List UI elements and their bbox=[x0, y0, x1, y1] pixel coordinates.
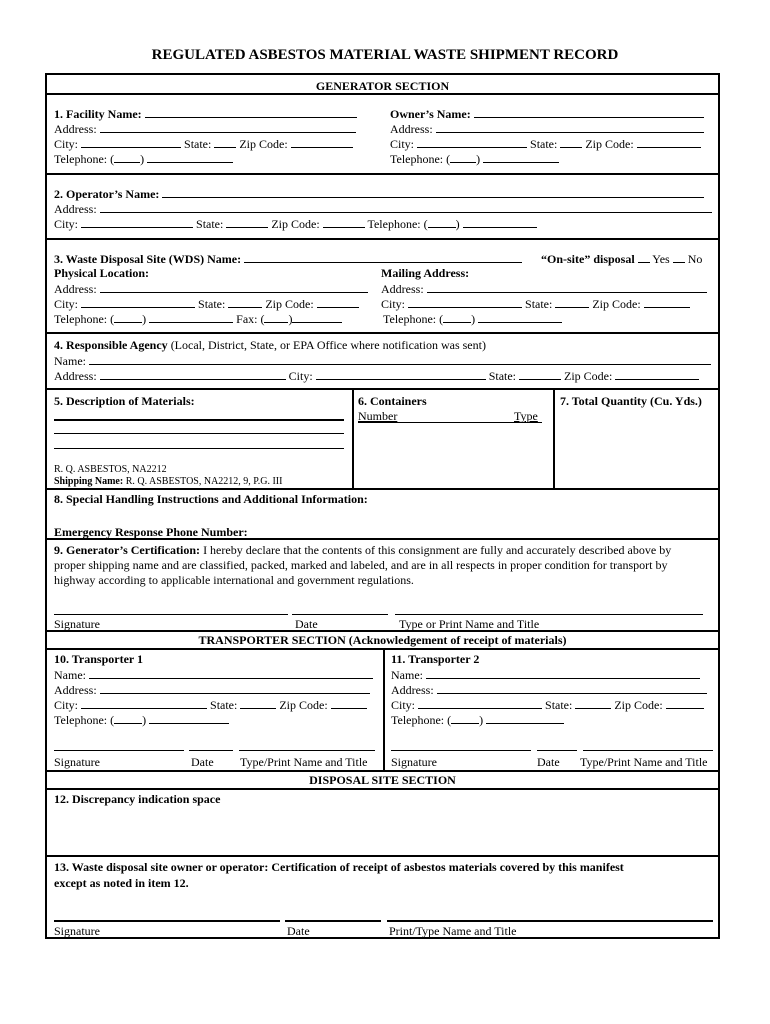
description-line[interactable] bbox=[54, 419, 344, 421]
divider bbox=[47, 388, 718, 390]
wds-mailing-city-row: City: State: Zip Code: bbox=[381, 296, 690, 311]
agency-state-field[interactable] bbox=[519, 368, 561, 380]
generator-name-line[interactable] bbox=[395, 614, 703, 615]
wds-zip-field[interactable] bbox=[317, 296, 359, 308]
wds-physical-address-field[interactable] bbox=[100, 281, 368, 293]
divider bbox=[352, 388, 354, 488]
wds-mailing-phone-field[interactable] bbox=[478, 311, 562, 323]
wds-area-code-field[interactable] bbox=[114, 311, 142, 323]
divider bbox=[47, 173, 718, 175]
description-line[interactable] bbox=[54, 448, 344, 449]
t1-address-row: Address: bbox=[54, 682, 370, 697]
wds-mailing-area-code-field[interactable] bbox=[443, 311, 471, 323]
form-frame bbox=[45, 73, 720, 939]
shipping-name-text: Shipping Name: R. Q. ASBESTOS, NA2212, 9, P.G. III bbox=[54, 476, 283, 487]
owner-address-field[interactable] bbox=[436, 121, 704, 133]
t1-date-line[interactable] bbox=[189, 750, 233, 751]
total-quantity-label: 7. Total Quantity (Cu. Yds.) bbox=[560, 394, 702, 408]
date-caption: Date bbox=[287, 924, 310, 938]
wds-mailing-address-label: Address: bbox=[381, 281, 707, 296]
generator-signature-line[interactable] bbox=[54, 614, 288, 615]
owners-name-field[interactable] bbox=[474, 106, 704, 118]
owner-zip-field[interactable] bbox=[637, 136, 701, 148]
owner-state-field[interactable] bbox=[560, 136, 582, 148]
wds-fax-field[interactable] bbox=[292, 311, 342, 323]
wds-name-label: 3. Waste Disposal Site (WDS) Name: bbox=[54, 251, 522, 266]
divider bbox=[47, 93, 718, 95]
divider bbox=[553, 388, 555, 488]
generator-date-line[interactable] bbox=[292, 614, 388, 615]
facility-address-label: Address: bbox=[54, 121, 356, 136]
operator-area-code-field[interactable] bbox=[428, 216, 456, 228]
t1-name-line[interactable] bbox=[239, 750, 375, 751]
operator-city-field[interactable] bbox=[81, 216, 193, 228]
agency-address-row: Address: City: State: Zip Code: bbox=[54, 368, 699, 383]
agency-name-field[interactable] bbox=[89, 353, 711, 365]
divider bbox=[47, 770, 718, 772]
wds-mailing-address-field[interactable] bbox=[427, 281, 707, 293]
wds-mailing-zip-field[interactable] bbox=[644, 296, 690, 308]
onsite-yes-field[interactable] bbox=[638, 251, 650, 263]
signature-caption: Signature bbox=[54, 924, 100, 938]
disposal-date-line[interactable] bbox=[285, 920, 381, 922]
generator-certification-text: proper shipping name and are classified, packed, marked and labeled, and are in all respects in proper condition for transport by bbox=[54, 558, 668, 572]
disposal-certification-text: except as noted in item 12. bbox=[54, 876, 189, 890]
t2-telephone-row: Telephone: ( ) bbox=[391, 712, 564, 727]
operator-city-row: City: State: Zip Code: Telephone: ( ) bbox=[54, 216, 537, 231]
operator-address-field[interactable] bbox=[100, 201, 712, 213]
disposal-name-line[interactable] bbox=[387, 920, 713, 922]
divider bbox=[47, 488, 718, 490]
owner-city-row: City: State: Zip Code: bbox=[390, 136, 701, 151]
t1-zip-field[interactable] bbox=[331, 697, 367, 709]
t1-signature-line[interactable] bbox=[54, 750, 184, 751]
facility-telephone-row: Telephone: ( ) bbox=[54, 151, 233, 166]
facility-address-field[interactable] bbox=[100, 121, 356, 133]
type-print-caption: Type/Print Name and Title bbox=[580, 755, 708, 769]
t2-city-field[interactable] bbox=[418, 697, 542, 709]
facility-zip-field[interactable] bbox=[291, 136, 353, 148]
rq-asbestos-text: R. Q. ASBESTOS, NA2212 bbox=[54, 464, 167, 475]
t2-name-line[interactable] bbox=[583, 750, 713, 751]
emergency-phone-label: Emergency Response Phone Number: bbox=[54, 525, 248, 539]
owner-address-label: Address: bbox=[390, 121, 704, 136]
disposal-section-heading: DISPOSAL SITE SECTION bbox=[309, 773, 456, 787]
owner-area-code-field[interactable] bbox=[450, 151, 476, 163]
facility-area-code-field[interactable] bbox=[114, 151, 140, 163]
operator-zip-field[interactable] bbox=[323, 216, 365, 228]
divider bbox=[47, 630, 718, 632]
date-caption: Date bbox=[191, 755, 214, 769]
discrepancy-label: 12. Discrepancy indication space bbox=[54, 792, 221, 806]
agency-zip-field[interactable] bbox=[615, 368, 699, 380]
physical-location-label: Physical Location: bbox=[54, 266, 149, 280]
t1-area-code-field[interactable] bbox=[114, 712, 142, 724]
onsite-no-field[interactable] bbox=[673, 251, 685, 263]
signature-caption: Signature bbox=[54, 755, 100, 769]
facility-name-field[interactable] bbox=[145, 106, 357, 118]
operator-state-field[interactable] bbox=[226, 216, 268, 228]
signature-caption: Signature bbox=[54, 617, 100, 631]
agency-address-field[interactable] bbox=[100, 368, 286, 380]
divider bbox=[47, 855, 718, 857]
containers-type-label: Type bbox=[514, 409, 538, 423]
t1-telephone-row: Telephone: ( ) bbox=[54, 712, 229, 727]
form-title: REGULATED ASBESTOS MATERIAL WASTE SHIPMENT RECORD bbox=[151, 47, 619, 63]
t2-name-field[interactable] bbox=[426, 667, 700, 679]
owner-phone-field[interactable] bbox=[483, 151, 559, 163]
disposal-signature-line[interactable] bbox=[54, 920, 280, 922]
wds-state-field[interactable] bbox=[228, 296, 262, 308]
t2-signature-line[interactable] bbox=[391, 750, 531, 751]
operators-name-field[interactable] bbox=[162, 186, 704, 198]
divider bbox=[383, 648, 385, 770]
operator-address-label: Address: bbox=[54, 201, 712, 216]
disposal-certification-text: 13. Waste disposal site owner or operator: Certification of receipt of asbestos materials covered by this manifest bbox=[54, 860, 624, 874]
facility-city-row: City: State: Zip Code: bbox=[54, 136, 353, 151]
special-handling-label: 8. Special Handling Instructions and Additional Information: bbox=[54, 492, 368, 506]
generator-section-heading: GENERATOR SECTION bbox=[315, 79, 450, 93]
wds-mailing-state-field[interactable] bbox=[555, 296, 589, 308]
wds-mailing-telephone-row: Telephone: ( ) bbox=[383, 311, 562, 326]
t2-address-field[interactable] bbox=[437, 682, 707, 694]
t1-city-field[interactable] bbox=[81, 697, 207, 709]
t2-phone-field[interactable] bbox=[486, 712, 564, 724]
t2-name-row: Name: bbox=[391, 667, 700, 682]
t1-address-field[interactable] bbox=[100, 682, 370, 694]
transporter-1-label: 10. Transporter 1 bbox=[54, 652, 143, 666]
wds-address-label: Address: bbox=[54, 281, 368, 296]
containers-underline bbox=[358, 422, 542, 423]
date-caption: Date bbox=[295, 617, 318, 631]
t1-name-field[interactable] bbox=[89, 667, 373, 679]
wds-city-row: City: State: Zip Code: bbox=[54, 296, 359, 311]
facility-phone-field[interactable] bbox=[147, 151, 233, 163]
agency-name-label: Name: bbox=[54, 353, 711, 368]
onsite-disposal-row: “On-site” disposal Yes No bbox=[541, 252, 703, 266]
t1-phone-field[interactable] bbox=[149, 712, 229, 724]
containers-number-label: Number bbox=[358, 409, 398, 423]
operators-name-label: 2. Operator’s Name: bbox=[54, 186, 704, 201]
print-type-caption: Print/Type Name and Title bbox=[389, 924, 517, 938]
wds-name-field[interactable] bbox=[244, 251, 522, 263]
divider bbox=[47, 332, 718, 334]
t2-state-field[interactable] bbox=[575, 697, 611, 709]
t1-name-row: Name: bbox=[54, 667, 373, 682]
facility-state-field[interactable] bbox=[214, 136, 236, 148]
owner-city-field[interactable] bbox=[417, 136, 527, 148]
t2-date-line[interactable] bbox=[537, 750, 577, 751]
t1-city-row: City: State: Zip Code: bbox=[54, 697, 367, 712]
owner-telephone-row: Telephone: ( ) bbox=[390, 151, 559, 166]
wds-mailing-city-field[interactable] bbox=[408, 296, 522, 308]
divider bbox=[47, 538, 718, 540]
wds-telephone-row: Telephone: ( ) Fax: ( ) bbox=[54, 311, 342, 326]
description-label: 5. Description of Materials: bbox=[54, 394, 195, 408]
type-print-caption: Type/Print Name and Title bbox=[240, 755, 368, 769]
description-line[interactable] bbox=[54, 433, 344, 434]
date-caption: Date bbox=[537, 755, 560, 769]
wds-phone-field[interactable] bbox=[149, 311, 233, 323]
wds-fax-area-field[interactable] bbox=[264, 311, 288, 323]
responsible-agency-label: 4. Responsible Agency (Local, District, State, or EPA Office where notification was sent) bbox=[54, 338, 486, 352]
wds-city-field[interactable] bbox=[81, 296, 195, 308]
mailing-address-label: Mailing Address: bbox=[381, 266, 470, 280]
transporter-section-heading: TRANSPORTER SECTION (Acknowledgement of receipt of materials) bbox=[198, 633, 567, 647]
t2-zip-field[interactable] bbox=[666, 697, 704, 709]
containers-label: 6. Containers bbox=[358, 394, 427, 408]
facility-name-label: 1. Facility Name: bbox=[54, 106, 357, 121]
t2-address-row: Address: bbox=[391, 682, 707, 697]
operator-phone-field[interactable] bbox=[463, 216, 537, 228]
t2-city-row: City: State: Zip Code: bbox=[391, 697, 704, 712]
generator-certification-text: 9. Generator’s Certification: I hereby declare that the contents of this consignment are fully and accurately described above by bbox=[54, 543, 672, 557]
facility-city-field[interactable] bbox=[81, 136, 181, 148]
divider bbox=[47, 238, 718, 240]
t1-state-field[interactable] bbox=[240, 697, 276, 709]
generator-certification-text: highway according to applicable international and government regulations. bbox=[54, 573, 414, 587]
owners-name-label: Owner’s Name: bbox=[390, 106, 704, 121]
t2-area-code-field[interactable] bbox=[451, 712, 479, 724]
transporter-2-label: 11. Transporter 2 bbox=[391, 652, 480, 666]
divider bbox=[47, 788, 718, 790]
signature-caption: Signature bbox=[391, 755, 437, 769]
type-print-caption: Type or Print Name and Title bbox=[399, 617, 540, 631]
agency-city-field[interactable] bbox=[316, 368, 486, 380]
